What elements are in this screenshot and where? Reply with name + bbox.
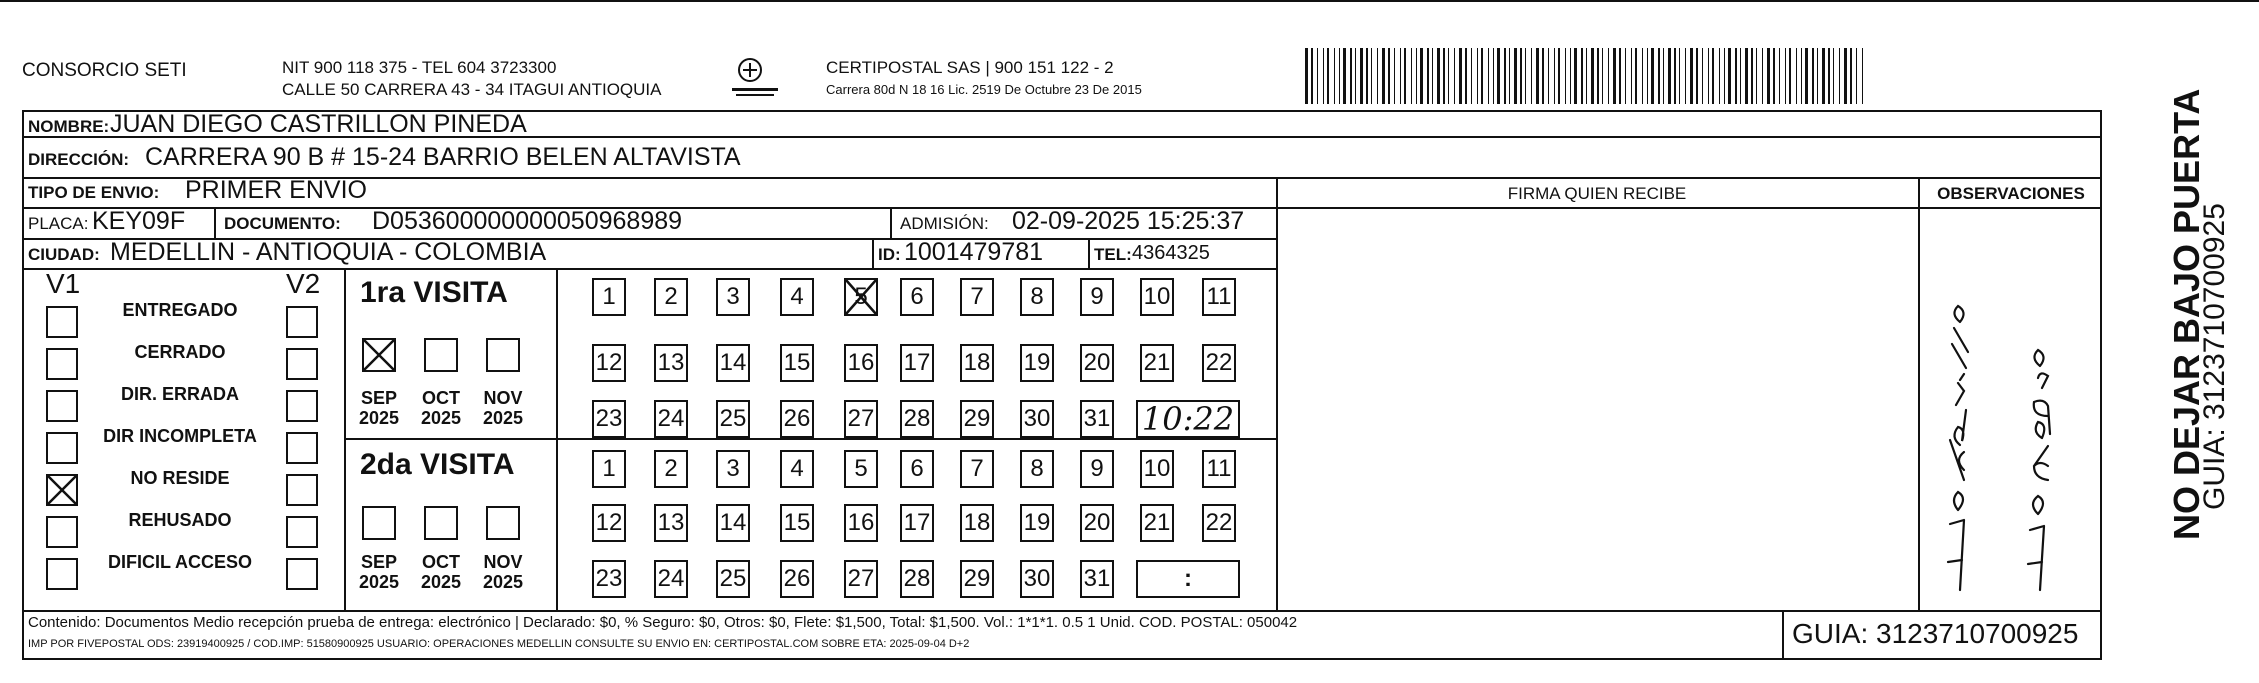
barcode-bar — [1586, 48, 1587, 104]
first-visit-month-checkbox[interactable] — [424, 338, 458, 372]
barcode-bar — [1767, 48, 1770, 104]
side-warning: NO DEJAR BAJO PUERTA — [2166, 88, 2207, 540]
status-label: REHUSADO — [128, 510, 232, 530]
postal-seal-icon — [730, 56, 780, 100]
barcode-bar — [1509, 48, 1510, 104]
barcode-bar — [1558, 48, 1560, 104]
barcode-bar — [1762, 48, 1763, 104]
barcode-bar — [1619, 48, 1621, 104]
barcode-bar — [1719, 48, 1720, 104]
first-visit-day-7[interactable]: 7 — [960, 278, 994, 316]
barcode-bar — [1631, 48, 1632, 104]
second-visit-day-31[interactable]: 31 — [1080, 560, 1114, 598]
barcode-bar — [1805, 48, 1808, 104]
status-label: DIFICIL ACCESO — [107, 552, 252, 572]
first-visit-day-5[interactable]: 5 — [844, 278, 878, 316]
barcode-bar — [1679, 48, 1680, 104]
barcode-bar — [1366, 48, 1368, 104]
barcode-bar — [1382, 48, 1385, 104]
first-visit-day-9[interactable]: 9 — [1080, 278, 1114, 316]
barcode-bar — [1323, 48, 1324, 104]
first-visit-day-22[interactable]: 22 — [1202, 344, 1236, 382]
month-divider — [556, 268, 558, 610]
nombre-value: JUAN DIEGO CASTRILLON PINEDA — [110, 110, 527, 138]
tel-value: 4364325 — [1132, 242, 1210, 264]
barcode-bar — [1712, 48, 1714, 104]
ciudad-label: CIUDAD: — [28, 245, 100, 264]
barcode-bar — [1728, 48, 1731, 104]
second-visit-day-10[interactable]: 10 — [1140, 450, 1174, 488]
second-visit-day-12[interactable]: 12 — [592, 504, 626, 542]
footer-guia: GUIA: 3123710700925 — [1792, 618, 2079, 649]
direccion-label: DIRECCIÓN: — [28, 150, 130, 169]
cell-divider — [872, 238, 874, 268]
barcode-bar — [1602, 48, 1603, 104]
barcode-bar — [1745, 48, 1748, 104]
barcode-bar — [1493, 48, 1494, 104]
second-visit-day-1[interactable]: 1 — [592, 450, 626, 488]
second-visit-time[interactable]: : — [1136, 560, 1240, 598]
barcode-bar — [1647, 48, 1648, 104]
ciudad-value: MEDELLIN - ANTIOQUIA - COLOMBIA — [110, 238, 547, 266]
barcode-bar — [1613, 48, 1616, 104]
barcode-bar — [1400, 48, 1401, 104]
barcode-bar — [1542, 48, 1544, 104]
barcode-bar — [1635, 48, 1637, 104]
second-visit-day-5[interactable]: 5 — [844, 450, 878, 488]
barcode-bar — [1488, 48, 1489, 104]
barcode-bar — [1812, 48, 1814, 104]
second-visit-day-15[interactable]: 15 — [780, 504, 814, 542]
v1-header: V1 — [46, 268, 81, 299]
first-visit-day-18[interactable]: 18 — [960, 344, 994, 382]
barcode-bar — [1785, 48, 1786, 104]
first-visit-day-11[interactable]: 11 — [1202, 278, 1236, 316]
barcode-bar — [1658, 48, 1660, 104]
barcode-bar — [1833, 48, 1834, 104]
first-visit-day-8[interactable]: 8 — [1020, 278, 1054, 316]
first-visit-day-10[interactable]: 10 — [1140, 278, 1174, 316]
barcode-bar — [1504, 48, 1506, 104]
barcode-bar — [1459, 48, 1462, 104]
second-visit-day-13[interactable]: 13 — [654, 504, 688, 542]
first-visit-day-3[interactable]: 3 — [716, 278, 750, 316]
barcode-bar — [1471, 48, 1472, 104]
barcode-bar — [1663, 48, 1664, 104]
second-visit-day-29[interactable]: 29 — [960, 560, 994, 598]
second-visit-month-label: NOV 2025 — [482, 552, 524, 592]
second-visit-day-8[interactable]: 8 — [1020, 450, 1054, 488]
barcode-bar — [1343, 48, 1346, 104]
footer-divider — [1782, 610, 1784, 660]
barcode-bar — [1862, 48, 1863, 104]
second-visit-month-label: OCT 2025 — [420, 552, 462, 592]
barcode-bar — [1411, 48, 1412, 104]
barcode-bar — [1305, 48, 1308, 104]
side-panel — [2106, 88, 2231, 660]
top-rule — [0, 0, 2259, 2]
barcode-bar — [1548, 48, 1549, 104]
second-visit-day-30[interactable]: 30 — [1020, 560, 1054, 598]
first-visit-day-31[interactable]: 31 — [1080, 400, 1114, 438]
status-label: NO RESIDE — [130, 468, 230, 488]
barcode-bar — [1685, 48, 1686, 104]
barcode-bar — [1839, 48, 1840, 104]
second-visit-day-23[interactable]: 23 — [592, 560, 626, 598]
barcode-bar — [1696, 48, 1698, 104]
barcode-bar — [1651, 48, 1654, 104]
barcode-bar — [1355, 48, 1356, 104]
second-visit-day-27[interactable]: 27 — [844, 560, 878, 598]
second-visit-day-28[interactable]: 28 — [900, 560, 934, 598]
barcode-bar — [1724, 48, 1725, 104]
status-label: ENTREGADO — [122, 300, 238, 320]
barcode-bar — [1311, 48, 1313, 104]
status-label: DIR INCOMPLETA — [103, 426, 257, 446]
first-visit-month-label: SEP 2025 — [358, 388, 400, 428]
barcode-bar — [1317, 48, 1318, 104]
status-label: DIR. ERRADA — [120, 384, 239, 404]
barcode-bar — [1817, 48, 1818, 104]
visit-divider — [344, 438, 1276, 440]
id-label: ID: — [878, 245, 901, 264]
barcode-bar — [1773, 48, 1775, 104]
barcode-bar — [1514, 48, 1517, 104]
tel-label: TEL: — [1094, 245, 1132, 264]
barcode-bar — [1828, 48, 1830, 104]
barcode-bar — [1642, 48, 1643, 104]
second-visit-day-9[interactable]: 9 — [1080, 450, 1114, 488]
first-visit-day-15[interactable]: 15 — [780, 344, 814, 382]
company-name: CONSORCIO SETI — [22, 60, 187, 81]
nombre-label: NOMBRE: — [28, 117, 110, 136]
barcode-bar — [1443, 48, 1445, 104]
placa-value: KEY09F — [92, 207, 186, 235]
v2-checkbox[interactable] — [286, 516, 318, 548]
footer-contenido: Contenido: Documentos Medio recepción prueba de entrega: electrónico | Declarado: $0, % Seguro: $0, Otros: $0, Flete: $1,500, Total: $1,500. Vol.: 1*1*1. 0.5 1 Unid. COD. POSTAL: 050042 — [28, 614, 1298, 631]
barcode-bar — [1525, 48, 1526, 104]
barcode-bar — [1581, 48, 1583, 104]
first-visit-day-6[interactable]: 6 — [900, 278, 934, 316]
first-visit-day-12[interactable]: 12 — [592, 344, 626, 382]
barcode-icon — [1305, 48, 1870, 104]
barcode-bar — [1404, 48, 1406, 104]
barcode-bar — [1856, 48, 1857, 104]
second-visit-day-22[interactable]: 22 — [1202, 504, 1236, 542]
barcode-bar — [1565, 48, 1566, 104]
barcode-bar — [1448, 48, 1449, 104]
barcode-bar — [1796, 48, 1797, 104]
barcode-bar — [1751, 48, 1753, 104]
barcode-bar — [1844, 48, 1847, 104]
first-visit-day-20[interactable]: 20 — [1080, 344, 1114, 382]
nit-line-1: NIT 900 118 375 - TEL 604 3723300 — [282, 58, 557, 77]
barcode-bar — [1850, 48, 1852, 104]
second-visit-month-checkbox[interactable] — [486, 506, 520, 540]
admision-value: 02-09-2025 15:25:37 — [1012, 207, 1245, 235]
barcode-bar — [1674, 48, 1676, 104]
documento-value: D053600000000050968989 — [372, 207, 683, 235]
cell-divider — [890, 207, 892, 238]
admision-label: ADMISIÓN: — [900, 214, 989, 233]
barcode-bar — [1481, 48, 1483, 104]
barcode-bar — [1570, 48, 1571, 104]
barcode-bar — [1801, 48, 1802, 104]
first-visit-day-23[interactable]: 23 — [592, 400, 626, 438]
second-visit-day-7[interactable]: 7 — [960, 450, 994, 488]
barcode-bar — [1554, 48, 1555, 104]
barcode-bar — [1371, 48, 1372, 104]
barcode-bar — [1497, 48, 1500, 104]
first-visit-day-28[interactable]: 28 — [900, 400, 934, 438]
second-visit-day-25[interactable]: 25 — [716, 560, 750, 598]
first-visit-month-label: OCT 2025 — [420, 388, 462, 428]
second-visit-day-20[interactable]: 20 — [1080, 504, 1114, 542]
barcode-bar — [1740, 48, 1741, 104]
barcode-bar — [1388, 48, 1390, 104]
first-visit-day-21[interactable]: 21 — [1140, 344, 1174, 382]
barcode-bar — [1668, 48, 1671, 104]
first-visit-day-4[interactable]: 4 — [780, 278, 814, 316]
barcode-bar — [1574, 48, 1577, 104]
placa-label: PLACA: — [28, 214, 89, 233]
second-visit-day-16[interactable]: 16 — [844, 504, 878, 542]
second-visit-month-checkbox[interactable] — [424, 506, 458, 540]
footer-imp: IMP POR FIVEPOSTAL ODS: 23919400925 / COD.IMP: 51580900925 USUARIO: OPERACIONES MEDELLIN CONSULTE SU ENVIO EN: CERTIPOSTAL.COM SOBRE ETA: 2025-09-04 D+2 — [28, 638, 970, 650]
observaciones-header: OBSERVACIONES — [1937, 184, 2085, 203]
side-guia: GUIA: 3123710700925 — [2198, 203, 2231, 510]
firma-divider — [1276, 177, 1278, 610]
barcode-bar — [1416, 48, 1417, 104]
barcode-bar — [1350, 48, 1352, 104]
barcode-bar — [1708, 48, 1709, 104]
barcode-bar — [1591, 48, 1594, 104]
first-visit-day-30[interactable]: 30 — [1020, 400, 1054, 438]
v2-header: V2 — [286, 268, 321, 299]
first-visit-day-1[interactable]: 1 — [592, 278, 626, 316]
barcode-bar — [1779, 48, 1780, 104]
first-visit-day-13[interactable]: 13 — [654, 344, 688, 382]
barcode-bar — [1608, 48, 1609, 104]
first-visit-day-27[interactable]: 27 — [844, 400, 878, 438]
first-visit-time[interactable]: 10:22 — [1136, 400, 1240, 438]
second-visit-month-label: SEP 2025 — [358, 552, 400, 592]
barcode-bar — [1339, 48, 1340, 104]
row-line — [22, 610, 2102, 612]
barcode-bar — [1360, 48, 1363, 104]
barcode-bar — [1756, 48, 1757, 104]
first-visit-title: 1ra VISITA — [360, 276, 508, 309]
barcode-bar — [1735, 48, 1737, 104]
second-visit-day-18[interactable]: 18 — [960, 504, 994, 542]
tipo-envio-label: TIPO DE ENVIO: — [28, 183, 160, 202]
cell-divider — [214, 207, 216, 238]
barcode-bar — [1597, 48, 1599, 104]
firma-header: FIRMA QUIEN RECIBE — [1507, 184, 1687, 203]
barcode-bar — [1377, 48, 1378, 104]
cell-divider — [1088, 238, 1090, 268]
barcode-bar — [1536, 48, 1539, 104]
second-visit-day-14[interactable]: 14 — [716, 504, 750, 542]
v2-checkbox[interactable] — [286, 348, 318, 380]
first-visit-day-24[interactable]: 24 — [654, 400, 688, 438]
second-visit-day-11[interactable]: 11 — [1202, 450, 1236, 488]
first-visit-month-checkbox[interactable] — [362, 338, 396, 372]
first-visit-day-26[interactable]: 26 — [780, 400, 814, 438]
first-visit-month-checkbox[interactable] — [486, 338, 520, 372]
first-visit-day-19[interactable]: 19 — [1020, 344, 1054, 382]
second-visit-day-21[interactable]: 21 — [1140, 504, 1174, 542]
status-label: CERRADO — [134, 342, 226, 362]
barcode-bar — [1789, 48, 1791, 104]
barcode-bar — [1420, 48, 1423, 104]
id-value: 1001479781 — [904, 238, 1044, 266]
barcode-bar — [1432, 48, 1433, 104]
first-visit-day-14[interactable]: 14 — [716, 344, 750, 382]
tipo-envio-value: PRIMER ENVIO — [185, 176, 367, 204]
second-visit-day-6[interactable]: 6 — [900, 450, 934, 488]
first-visit-day-2[interactable]: 2 — [654, 278, 688, 316]
direccion-value: CARRERA 90 B # 15-24 BARRIO BELEN ALTAVISTA — [145, 143, 741, 171]
v2-checkbox[interactable] — [286, 474, 318, 506]
second-visit-day-26[interactable]: 26 — [780, 560, 814, 598]
row-line — [22, 268, 1278, 270]
barcode-bar — [1465, 48, 1467, 104]
barcode-bar — [1477, 48, 1478, 104]
barcode-bar — [1427, 48, 1429, 104]
barcode-bar — [1702, 48, 1703, 104]
v2-checkbox[interactable] — [286, 432, 318, 464]
second-visit-title: 2da VISITA — [360, 448, 515, 481]
barcode-bar — [1394, 48, 1395, 104]
v2-checkbox[interactable] — [286, 306, 318, 338]
observaciones-divider — [1918, 177, 1920, 610]
v2-checkbox[interactable] — [286, 390, 318, 422]
second-visit-day-19[interactable]: 19 — [1020, 504, 1054, 542]
second-visit-day-17[interactable]: 17 — [900, 504, 934, 542]
first-visit-day-25[interactable]: 25 — [716, 400, 750, 438]
barcode-bar — [1327, 48, 1329, 104]
second-visit-month-checkbox[interactable] — [362, 506, 396, 540]
nit-line-2: CALLE 50 CARRERA 43 - 34 ITAGUI ANTIOQUIA — [282, 80, 662, 99]
first-visit-day-17[interactable]: 17 — [900, 344, 934, 382]
first-visit-month-label: NOV 2025 — [482, 388, 524, 428]
v2-checkbox[interactable] — [286, 558, 318, 590]
observaciones-handwriting — [1930, 270, 2090, 600]
first-visit-day-29[interactable]: 29 — [960, 400, 994, 438]
barcode-bar — [1334, 48, 1335, 104]
barcode-bar — [1625, 48, 1626, 104]
second-visit-day-4[interactable]: 4 — [780, 450, 814, 488]
first-visit-day-16[interactable]: 16 — [844, 344, 878, 382]
second-visit-day-2[interactable]: 2 — [654, 450, 688, 488]
second-visit-day-24[interactable]: 24 — [654, 560, 688, 598]
documento-label: DOCUMENTO: — [224, 214, 341, 233]
barcode-bar — [1454, 48, 1455, 104]
barcode-bar — [1520, 48, 1522, 104]
certipostal-line-2: Carrera 80d N 18 16 Lic. 2519 De Octubre 23 De 2015 — [826, 82, 1142, 97]
barcode-bar — [1437, 48, 1440, 104]
certipostal-line-1: CERTIPOSTAL SAS | 900 151 122 - 2 — [826, 58, 1114, 77]
barcode-bar — [1690, 48, 1693, 104]
second-visit-day-3[interactable]: 3 — [716, 450, 750, 488]
barcode-bar — [1822, 48, 1825, 104]
barcode-bar — [1531, 48, 1532, 104]
